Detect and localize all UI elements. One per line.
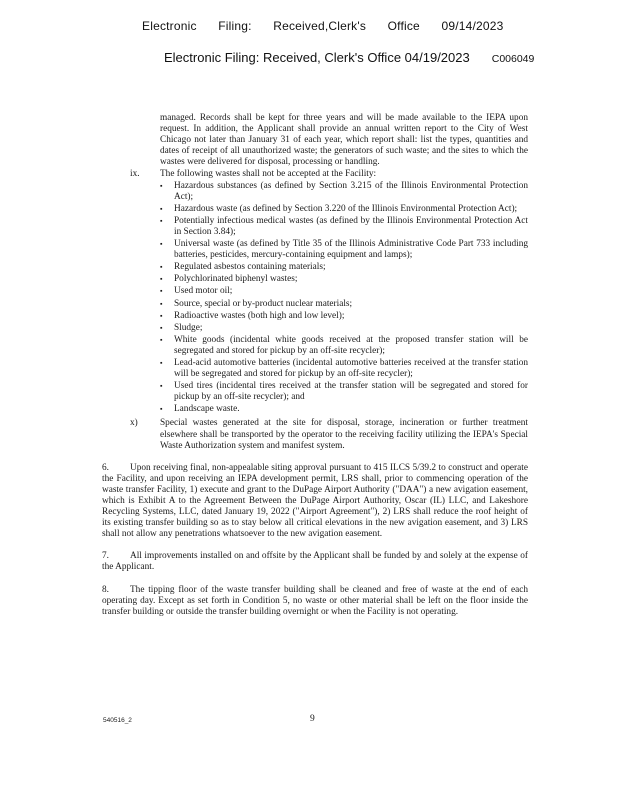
numbered-paragraph: [102, 585, 528, 618]
list-item: [160, 299, 528, 310]
numbered-paragraph: [102, 463, 528, 541]
stamp-word: Received,Clerk's: [273, 19, 367, 33]
list-item: [160, 204, 528, 215]
item-x: [130, 418, 528, 451]
bullet-icon: ▪: [160, 323, 163, 332]
list-item-text: Source, special or by-product nuclear materials;: [174, 298, 353, 309]
list-item: [160, 181, 528, 203]
list-item-text: Regulated asbestos containing materials;: [174, 262, 326, 273]
list-item: [160, 381, 528, 403]
item-text: Special wastes generated at the site for disposal, storage, incineration or further treatment elsewhere shall be transported by the operator to the receiving facility utilizing the IEPA's Special Waste Authorization system and manifest system.: [160, 418, 528, 451]
continuation-paragraph: managed. Records shall be kept for three years and will be made available to the IEPA upon request. In addition, the Applicant shall provide an annual written report to the City of West Chicago not later than January 31 of each year, which report shall: list the types, quantities and dates of receipt of all unauthorized waste; the generators of such waste; and the sites to which the wastes were delivered for disposal, processing or handling.: [160, 113, 528, 168]
stamp-word: Office: [387, 19, 420, 33]
list-item: [160, 274, 528, 285]
list-item: [160, 404, 528, 415]
bullet-icon: ▪: [160, 382, 163, 391]
paragraph-number: 7.: [102, 551, 109, 562]
list-item-text: Potentially infectious medical wastes (as defined by the Illinois Environmental Protection Act in Section 3.84);: [174, 215, 528, 237]
excluded-wastes-list: [160, 181, 528, 416]
bullet-icon: ▪: [160, 263, 163, 272]
bullet-icon: ▪: [160, 335, 163, 344]
bullet-icon: ▪: [160, 405, 163, 414]
footer-document-id: 540516_2: [103, 717, 132, 724]
list-item-text: Used motor oil;: [174, 286, 233, 297]
list-item: [160, 262, 528, 273]
list-item: [160, 216, 528, 238]
bullet-icon: ▪: [160, 358, 163, 367]
list-item: [160, 311, 528, 322]
list-item-text: Hazardous waste (as defined by Section 3.220 of the Illinois Environmental Protection Act);: [174, 203, 518, 214]
paragraph-number: 6.: [102, 462, 109, 473]
stamp-word: Filing:: [218, 19, 252, 33]
bullet-icon: ▪: [160, 216, 163, 225]
item-number: ix.: [130, 169, 140, 180]
bullet-icon: ▪: [160, 311, 163, 320]
list-item-text: Hazardous substances (as defined by Section 3.215 of the Illinois Environmental Protection Act);: [174, 180, 528, 202]
paragraph-text: All improvements installed on and offsite by the Applicant shall be funded by and solely at the expense of the Applicant.: [102, 551, 528, 573]
numbered-paragraphs: [102, 463, 528, 618]
item-ix: [130, 169, 528, 416]
bullet-icon: ▪: [160, 287, 163, 296]
paragraph-text: The tipping floor of the waste transfer building shall be cleaned and free of waste at the end of each operating day. Except as set forth in Condition 5, no waste or other material shall be left on the floor inside the transfer building or outside the transfer building overnight or when the Facility is not operating.: [102, 584, 528, 617]
document-code: C006049: [491, 53, 535, 65]
item-number: x): [130, 418, 138, 429]
list-item: [160, 323, 528, 334]
page-number: 9: [310, 714, 315, 724]
list-item-text: Universal waste (as defined by Title 35 of the Illinois Administrative Code Part 733 including batteries, pesticides, mercury-containing equipment and lamps);: [174, 239, 528, 261]
list-item-text: White goods (incidental white goods received at the proposed transfer station will be segregated and stored for pickup by an off-site recycler);: [174, 334, 528, 356]
numbered-paragraph: [102, 551, 528, 573]
list-item: [160, 358, 528, 380]
list-item: [160, 335, 528, 357]
paragraph-text: Upon receiving final, non-appealable siting approval pursuant to 415 ILCS 5/39.2 to construct and operate the Facility, and upon receiving an IEPA development permit, LRS shall, prior to commencing operation of the waste transfer Facility, 1) execute and grant to the DuPage Airport Authority ("DAA") a new avigation easement, which is Exhibit A to the Agreement Between the DuPage Airport Authority, Oscar (IL) LLC, and Lakeshore Recycling Systems, LLC, dated January 19, 2022 ("Airport Agreement"), 2) LRS shall reduce the roof height of its existing transfer building so as to stay below all critical elevations in the new avigation easement, and 3) LRS shall not allow any penetrations whatsoever to the new avigation easement.: [102, 462, 528, 540]
list-item-text: Landscape waste.: [174, 404, 240, 415]
electronic-filing-stamp-top: [142, 19, 618, 33]
item-intro: The following wastes shall not be accepted at the Facility:: [160, 169, 377, 180]
bullet-icon: ▪: [160, 240, 163, 249]
electronic-filing-stamp-second: [164, 50, 610, 65]
list-item-text: Used tires (incidental tires received at the transfer station will be segregated and stored for pickup by an off-site recycler); and: [174, 381, 528, 403]
paragraph-number: 8.: [102, 584, 109, 595]
stamp-word: Electronic: [142, 19, 197, 33]
bullet-icon: ▪: [160, 275, 163, 284]
stamp-text: Electronic Filing: Received, Clerk's Office 04/19/2023: [164, 50, 470, 65]
list-item: [160, 286, 528, 297]
list-item: [160, 239, 528, 261]
list-item-text: Polychlorinated biphenyl wastes;: [174, 274, 298, 285]
bullet-icon: ▪: [160, 204, 163, 213]
list-item-text: Sludge;: [174, 322, 203, 333]
list-item-text: Lead-acid automotive batteries (incidental automotive batteries received at the transfer station will be segregated and stored for pickup by an off-site recycler);: [174, 357, 528, 380]
bullet-icon: ▪: [160, 181, 163, 190]
stamp-word: 09/14/2023: [441, 19, 504, 33]
document-body: [102, 113, 528, 618]
list-item-text: Radioactive wastes (both high and low level);: [174, 310, 345, 321]
bullet-icon: ▪: [160, 299, 163, 308]
